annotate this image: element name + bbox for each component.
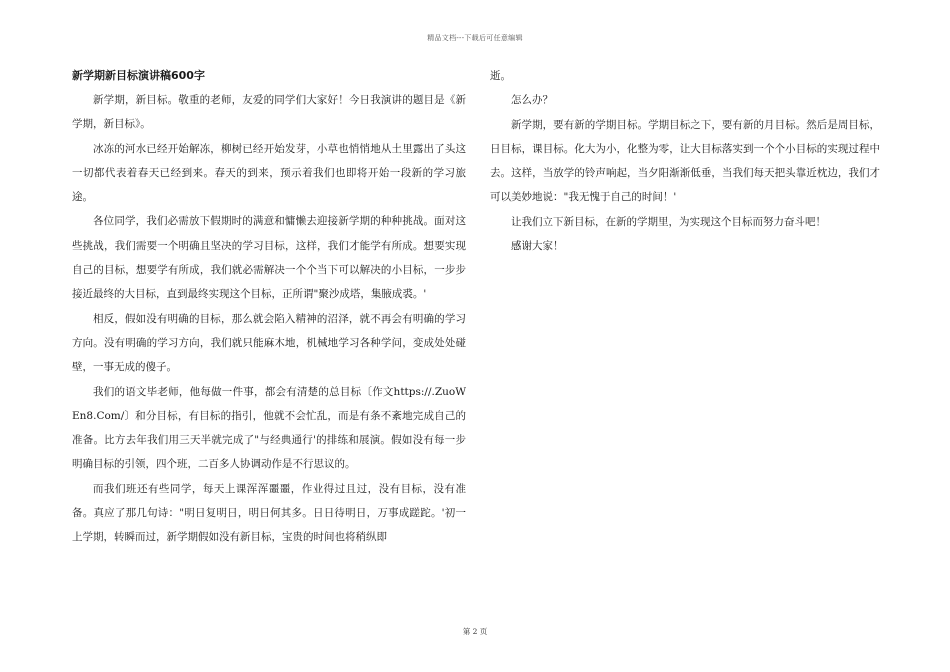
page-header: 精品文档---下载后可任意编辑 bbox=[427, 34, 523, 42]
paragraph-continuation: 逝。 bbox=[490, 70, 511, 82]
paragraph: 感谢大家！ bbox=[511, 240, 564, 253]
paragraph: 新学期，要有新的学期目标。学期目标之下，要有新的月目标。然后是周目标，日目标，课目标。化大为小，化整为零，让大目标落实到一个个小目标的实现过程中去。这样，当放学的铃声响起，当夕阳渐渐低垂，当我们每天把头靠近枕边，我们才可以美妙地说："我无愧于自己的时间！' bbox=[490, 118, 880, 204]
paragraph: 新学期，新目标。敬重的老师，友爱的同学们大家好！今日我演讲的题目是《新学期，新目标》。 bbox=[72, 94, 466, 131]
paragraph: 相反，假如没有明确的目标，那么就会陷入精神的沼泽，就不再会有明确的学习方向。没有明确的学习方向，我们就只能麻木地，机械地学习各种学问，变成处处碰壁，一事无成的傻子。 bbox=[72, 312, 466, 374]
paragraph: 让我们立下新目标，在新的学期里，为实现这个目标而努力奋斗吧！ bbox=[511, 215, 826, 228]
left-column bbox=[72, 64, 466, 550]
paragraph: 各位同学，我们必需放下假期时的满意和慵懒去迎接新学期的种种挑战。面对这些挑战，我们需要一个明确且坚决的学习目标，这样，我们才能学有所成。想要实现自己的目标，想要学有所成，我们就必需解决一个个当下可以解决的小目标，一步步接近最终的大目标，直到最终实现这个目标，正所谓"聚沙成塔，集腋成裘。' bbox=[72, 215, 466, 301]
paragraph: 而我们班还有些同学，每天上课浑浑噩噩，作业得过且过，没有目标，没有准备。真应了那几句诗："明日复明日，明日何其多。日日待明日，万事成蹉跎。'初一上学期，转瞬而过，新学期假如没有新目标，宝贵的时间也将稍纵即 bbox=[72, 482, 466, 544]
page-number: 第 2 页 bbox=[462, 627, 488, 636]
paragraph: 冰冻的河水已经开始解冻，柳树已经开始发芽，小草也悄悄地从土里露出了头这一切都代表着春天已经到来。春天的到来，预示着我们也即将开始一段新的学习旅途。 bbox=[72, 142, 466, 204]
document-title: 新学期新目标演讲稿600字 bbox=[72, 69, 205, 82]
paragraph: 怎么办？ bbox=[511, 94, 553, 107]
right-column bbox=[490, 64, 880, 258]
paragraph: 我们的语文毕老师，他每做一件事，都会有清楚的总目标〔作文https://.ZuoWEn8.Com/〕和分目标，有目标的指引，他就不会忙乱，而是有条不紊地完成自己的准备。比方去年我们用三天半就完成了"与经典通行'的排练和展演。假如没有每一步明确目标的引领，四个班，二百多人协调动作是不行思议的。 bbox=[72, 385, 466, 471]
